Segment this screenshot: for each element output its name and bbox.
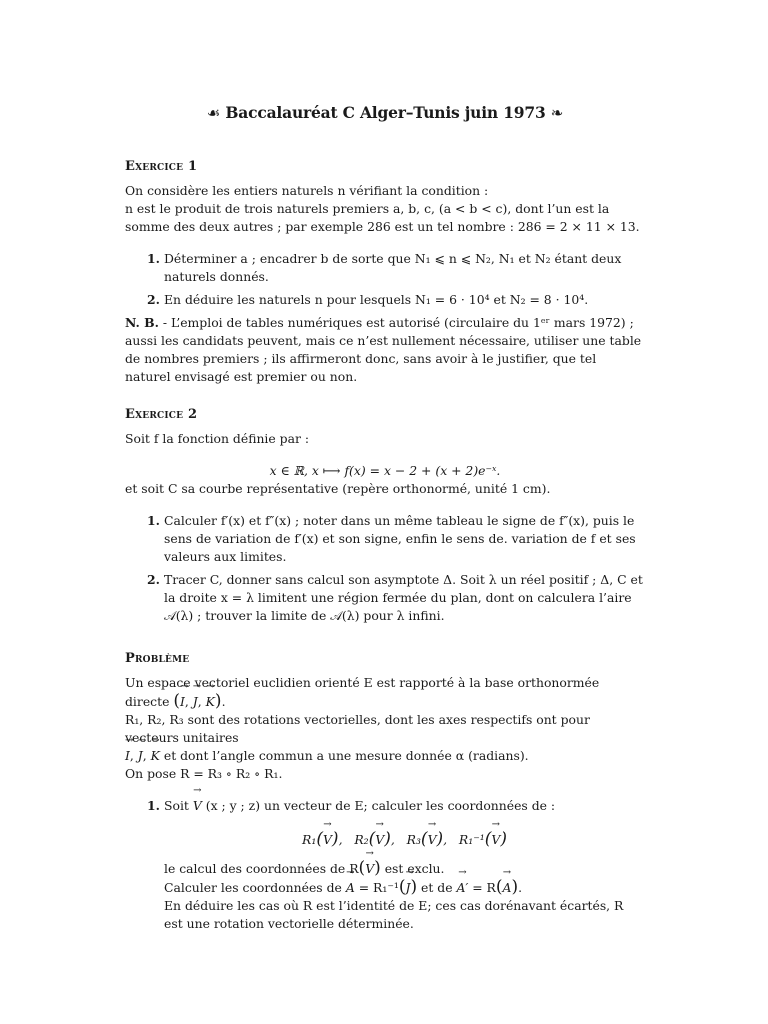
vector-v: → V	[193, 797, 202, 815]
question-text-a: Soit	[164, 798, 193, 813]
rotation-r3: R₃	[406, 832, 421, 847]
vector-j: → J	[405, 879, 410, 897]
ornament-right-icon: ❧	[550, 104, 564, 122]
page-title	[125, 104, 645, 122]
exclusion-text-a: le calcul des coordonnées de R	[164, 861, 359, 876]
question-number: 1.	[147, 513, 160, 528]
deduce-line: En déduire les cas où R est l’identité de E; ces cas dorénavant écartés, R est une rotation vectorielle déterminée.	[164, 898, 624, 931]
calc-text-b: = R₁⁻¹	[354, 880, 399, 895]
exercise-2-question-1	[125, 512, 645, 566]
rotation-images: R₁(→ V), R₂(→ V), R₃(→ V), R₁⁻¹(→ V)	[125, 830, 645, 849]
problem-line-2: R₁, R₂, R₃ sont des rotations vectorielles, dont les axes respectifs ont pour vecteurs unitaires	[125, 712, 590, 745]
exercise-1-note	[125, 314, 645, 386]
vector-a: → A	[503, 879, 512, 897]
vector-j: → J	[193, 693, 198, 711]
calc-text-c: et de	[417, 880, 457, 895]
exclusion-text-b: est exclu.	[380, 861, 445, 876]
vector-k: → K	[206, 693, 215, 711]
question-text-b: (x ; y ; z) un vecteur de E; calculer les coordonnées de :	[201, 798, 556, 813]
vector-i: → I	[125, 747, 130, 765]
question-number: 1.	[147, 798, 160, 813]
exercise-1-intro-1: On considère les entiers naturels n vérifiant la condition :	[125, 183, 489, 198]
problem-question-1	[125, 797, 645, 815]
rotation-r1-inverse: R₁⁻¹	[458, 832, 485, 847]
exercise-2-heading: Exercice 2	[125, 407, 198, 422]
title-text: Baccalauréat C Alger–Tunis juin 1973	[225, 103, 546, 122]
vector-i: → I	[180, 693, 185, 711]
vector-v: → V	[375, 831, 384, 849]
exercise-1-question-2	[125, 291, 645, 309]
calculate-line: Calculer les coordonnées de → A = R₁⁻¹(→ J) et de → A′ = R(→ A).	[125, 878, 645, 897]
exercise-1-questions	[125, 250, 645, 309]
exercise-1-question-1	[125, 250, 645, 286]
question-text: En déduire les naturels n pour lesquels N₁ = 6 · 10⁴ et N₂ = 8 · 10⁴.	[164, 292, 589, 307]
problem-heading: Problème	[125, 651, 190, 666]
exercise-2-curve-text: et soit C sa courbe représentative (repère orthonormé, unité 1 cm).	[125, 481, 551, 496]
vector-v: → V	[323, 831, 332, 849]
vector-j: → J	[138, 747, 143, 765]
problem-line-1-text: Un espace vectoriel euclidien orienté E est rapporté à la base orthonormée directe	[125, 675, 600, 709]
exercise-2-questions	[125, 512, 645, 625]
vector-v: → V	[491, 831, 500, 849]
exclusion-note: le calcul des coordonnées de R(→ V) est exclu.	[125, 859, 645, 878]
vector-k: → K	[151, 747, 160, 765]
problem-line-3: → I, → J, → K et dont l’angle commun a une mesure donnée α (radians).	[125, 747, 645, 765]
question-number: 2.	[147, 292, 160, 307]
vector-v: → V	[365, 860, 374, 878]
problem-line-1: Un espace vectoriel euclidien orienté E est rapporté à la base orthonormée directe (→ I, → J, → K).	[125, 674, 645, 711]
question-number: 2.	[147, 572, 160, 587]
rotation-r2: R₂	[354, 832, 369, 847]
exercise-2-question-2	[125, 571, 645, 625]
problem-line-3-text: et dont l’angle commun a une mesure donnée α (radians).	[159, 748, 529, 763]
rotation-r1: R₁	[302, 832, 317, 847]
ornament-left-icon: ☙	[206, 104, 221, 122]
function-definition: x ∈ ℝ, x ⟼ f(x) = x − 2 + (x + 2)e⁻ˣ.	[269, 463, 501, 478]
exercise-2-intro: Soit f la fonction définie par :	[125, 431, 310, 446]
exercise-1-heading: Exercice 1	[125, 159, 198, 174]
problem-line-4: On pose R = R₃ ∘ R₂ ∘ R₁.	[125, 766, 283, 781]
exercise-1-intro-2: n est le produit de trois naturels premiers a, b, c, (a < b < c), dont l’un est la somme des deux autres ; par exemple 286 est un tel nombre : 286 = 2 × 11 × 13.	[125, 201, 640, 234]
calc-text-a: Calculer les coordonnées de	[164, 880, 346, 895]
question-text: Déterminer a ; encadrer b de sorte que N₁ ⩽ n ⩽ N₂, N₁ et N₂ étant deux naturels donnés.	[164, 251, 622, 284]
question-text: Calculer f′(x) et f″(x) ; noter dans un même tableau le signe de f″(x), puis le sens de variation de f′(x) et son signe, enfin le sens de. variation de f et ses valeurs aux limites.	[164, 513, 636, 564]
question-number: 1.	[147, 251, 160, 266]
problem-questions	[125, 797, 645, 815]
question-text: Tracer C, donner sans calcul son asymptote Δ. Soit λ un réel positif ; Δ, C et la droite x = λ limitent une région fermée du plan, dont on calculera l’aire 𝒜(λ) ; trouver la limite de 𝒜(λ) pour λ infini.	[164, 572, 643, 623]
note-text: - L’emploi de tables numériques est autorisé (circulaire du 1ᵉʳ mars 1972) ; aussi les candidats peuvent, mais ce n’est nullement nécessaire, utiliser une table de nombres premiers ; ils affirmeront donc, sans avoir à le justifier, que tel naturel envisagé est premier ou non.	[125, 315, 642, 384]
calc-text-d: = R	[468, 880, 496, 895]
vector-a: → A	[346, 879, 355, 897]
document-page	[125, 104, 645, 933]
vector-a-prime: → A′	[457, 879, 469, 897]
note-label: N. B.	[125, 315, 159, 330]
vector-v: → V	[428, 831, 437, 849]
